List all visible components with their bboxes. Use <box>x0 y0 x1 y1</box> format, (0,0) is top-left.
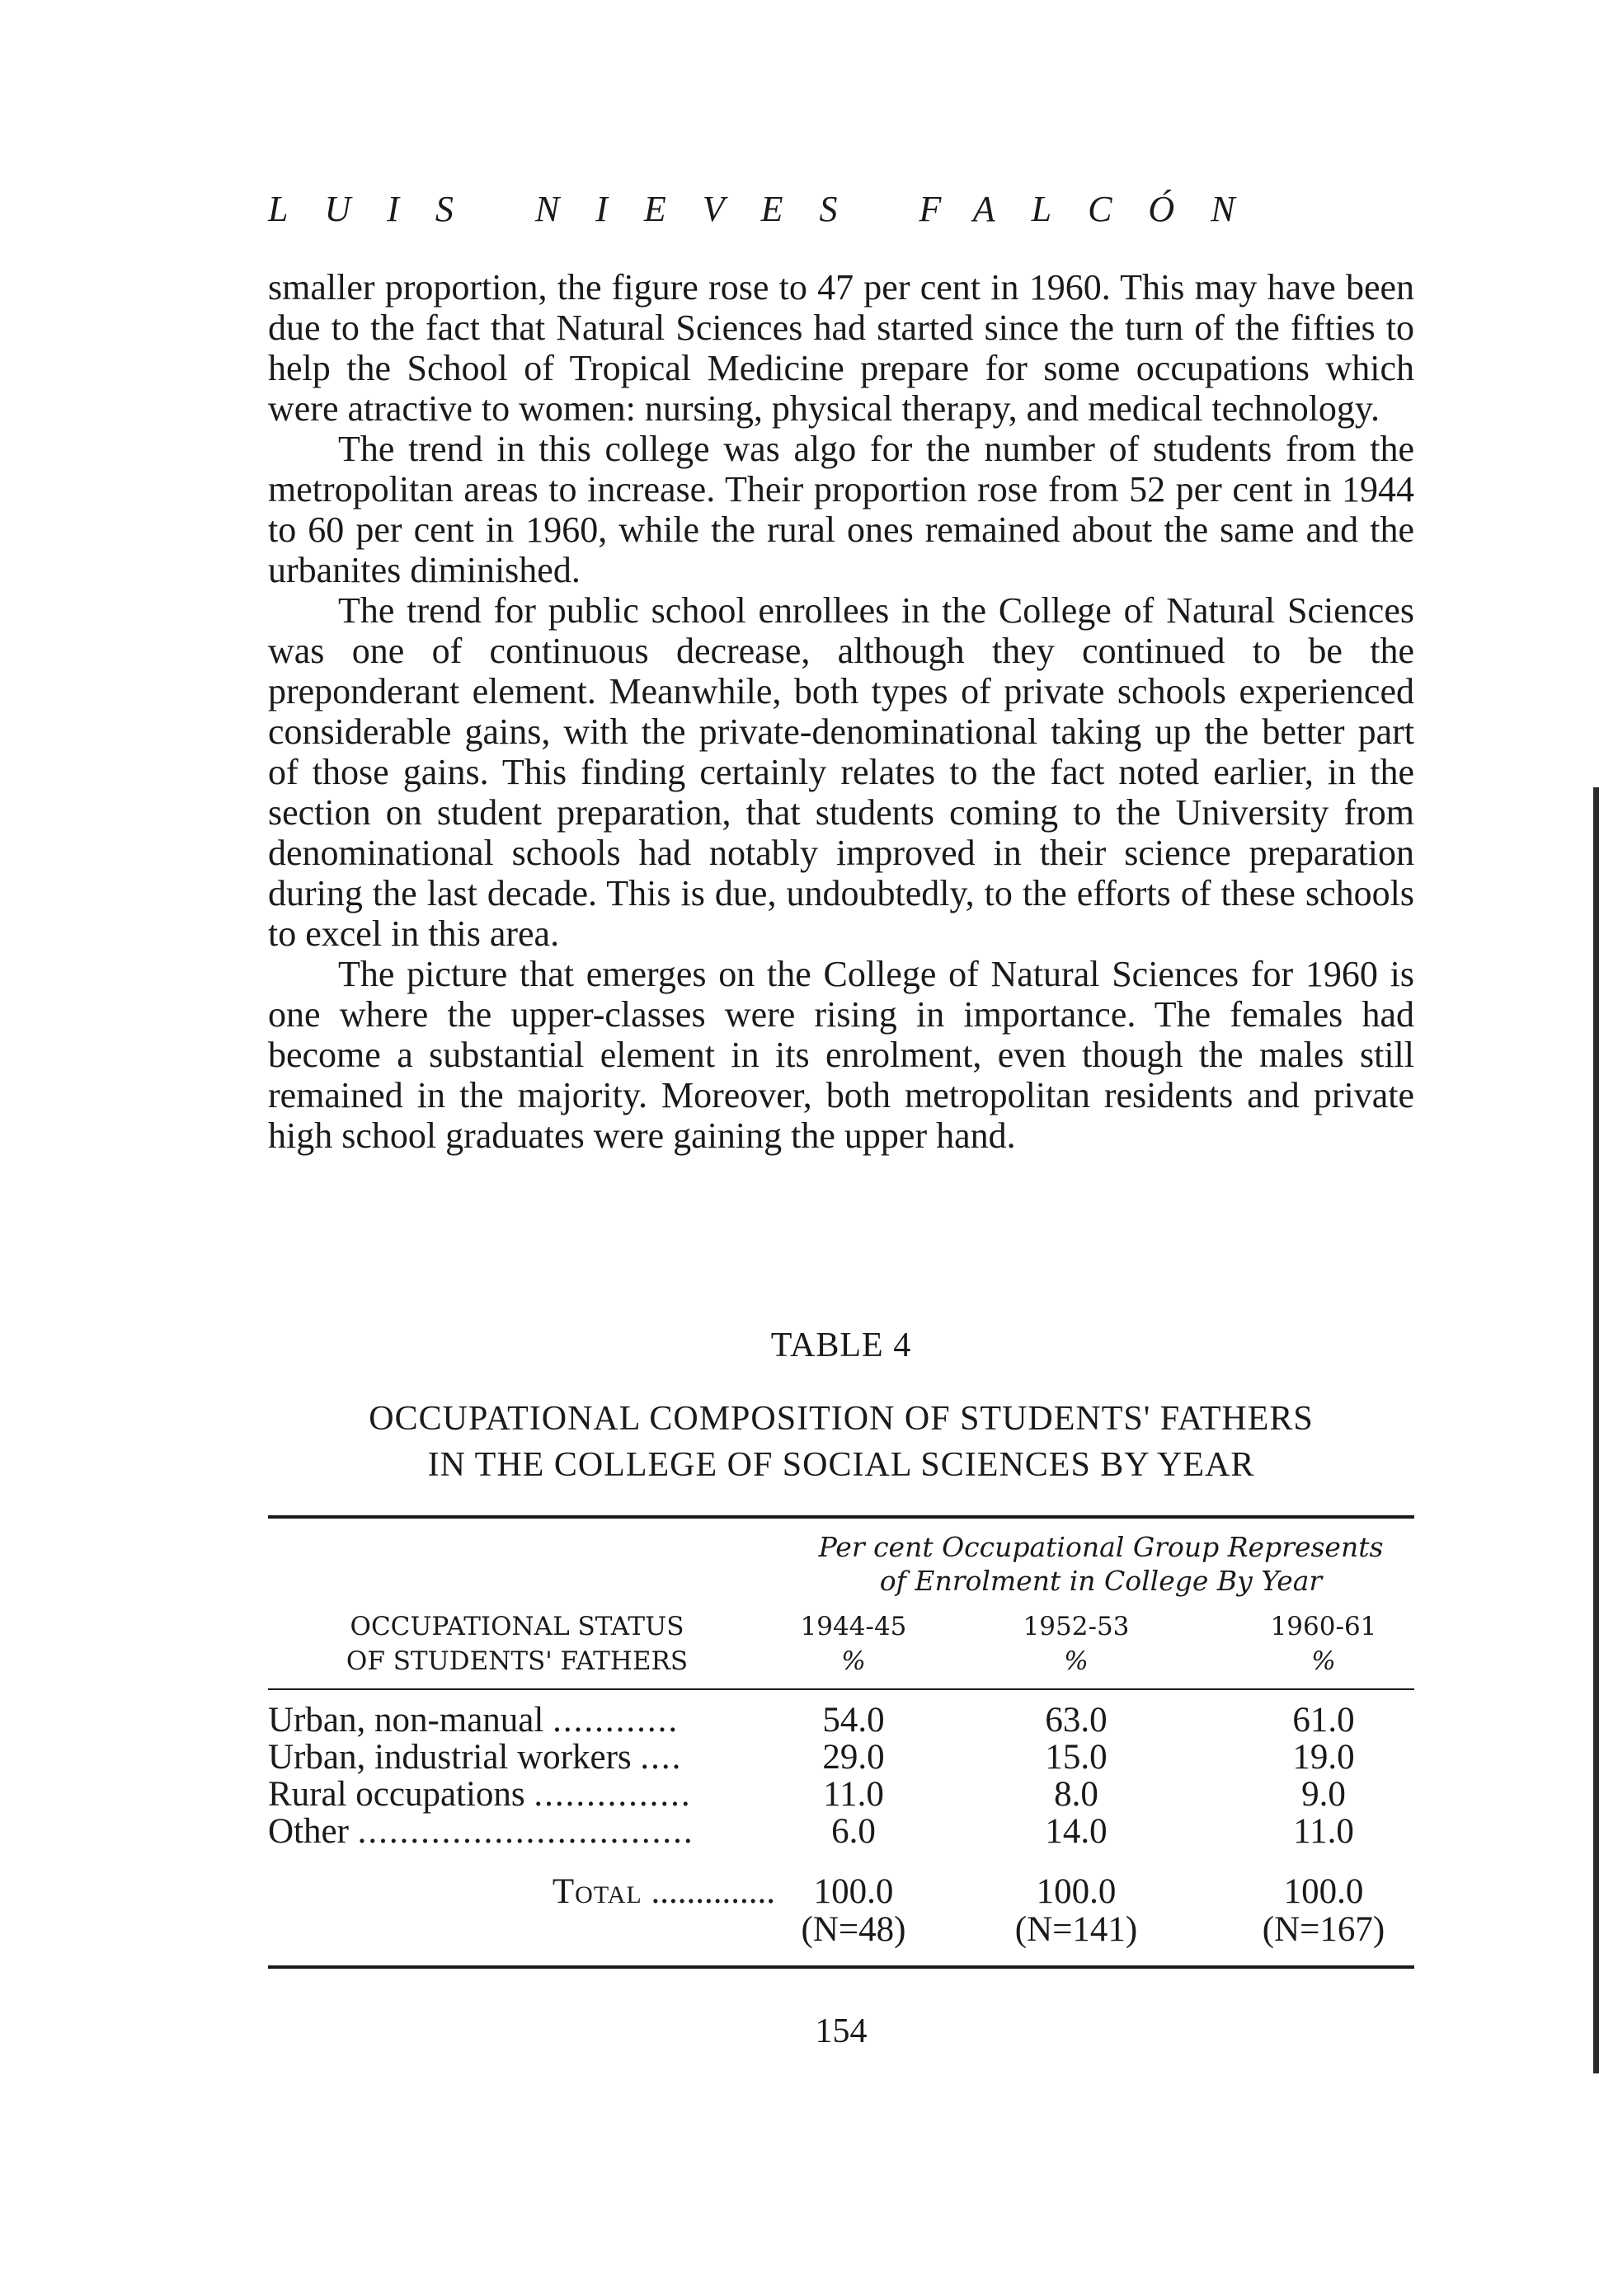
row-label: Rural occupations ............... <box>268 1776 692 1814</box>
total-value: 100.0 <box>813 1872 894 1911</box>
sample-size: (N=141) <box>1014 1910 1138 1949</box>
cell-value: 54.0 <box>822 1701 885 1740</box>
table-top-rule <box>268 1515 1414 1519</box>
cell-value: 63.0 <box>1045 1701 1108 1740</box>
column-unit: % <box>1064 1646 1089 1676</box>
column-header-1960 <box>1241 1609 1406 1679</box>
column-spanner-header <box>788 1530 1414 1598</box>
paragraph: smaller proportion, the figure rose to 47 per cent in 1960. This may have been due to the fact that Natural Sciences had started since the turn of the fifties to help the School of Tropical Medicine prepare for some occupations which were atractive to women: nursing, physical therapy, and medical technology. <box>268 267 1414 429</box>
table-title-line: OCCUPATIONAL COMPOSITION OF STUDENTS' FATHERS <box>369 1400 1314 1438</box>
column-year: 1944-45 <box>800 1612 907 1641</box>
cell-value: 6.0 <box>831 1812 876 1851</box>
cell-value: 9.0 <box>1301 1775 1346 1814</box>
cell-value: 11.0 <box>1293 1812 1354 1851</box>
column-header-1952 <box>994 1609 1159 1679</box>
running-head: LUIS NIEVES FALCÓN <box>268 189 1272 229</box>
cell-value: 15.0 <box>1045 1738 1108 1777</box>
table-title <box>268 1396 1414 1488</box>
paragraph: The trend in this college was algo for the number of students from the metropolitan areas to increase. Their proportion rose from 52 per cent in 1944 to 60 per cent in 1960, while the rural ones remained about the same and the urbanites diminished. <box>268 429 1414 590</box>
table-row <box>268 1739 1414 1777</box>
cell-value: 14.0 <box>1045 1812 1108 1851</box>
cell-value: 61.0 <box>1292 1701 1355 1740</box>
scan-edge-shadow <box>1593 787 1599 2073</box>
sample-size: (N=48) <box>801 1910 906 1949</box>
table-bottom-rule <box>268 1965 1414 1969</box>
cell-value: 19.0 <box>1292 1738 1355 1777</box>
column-unit: % <box>841 1646 866 1676</box>
stub-header-line: OF STUDENTS' FATHERS <box>346 1646 689 1676</box>
cell-value: 11.0 <box>823 1775 884 1814</box>
stub-header <box>268 1609 779 1679</box>
spanner-line: Per cent Occupational Group Represents <box>818 1531 1384 1563</box>
cell-value: 8.0 <box>1054 1775 1098 1814</box>
total-row-label: Total .............. <box>552 1872 775 1911</box>
row-label: Urban, industrial workers .... <box>268 1739 683 1777</box>
total-value: 100.0 <box>1036 1872 1117 1911</box>
table-row <box>268 1702 1414 1740</box>
paragraph: The trend for public school enrollees in the College of Natural Sciences was one of continuous decrease, although they continued to be the preponderant element. Meanwhile, both types of private schools experienced considerable gains, with the private-denominational taking up the better part of those gains. This finding certainly relates to the fact noted earlier, in the section on student preparation, that students coming to the University from denominational schools had notably improved in their science preparation during the last decade. This is due, undoubtedly, to the efforts of these schools to excel in this area. <box>268 590 1414 954</box>
row-label: Urban, non-manual ............ <box>268 1702 680 1740</box>
total-value: 100.0 <box>1283 1872 1364 1911</box>
cell-value: 29.0 <box>822 1738 885 1777</box>
column-year: 1952-53 <box>1023 1612 1130 1641</box>
row-label: Other ................................ <box>268 1813 694 1851</box>
body-text <box>268 267 1414 1156</box>
column-header-1944 <box>771 1609 936 1679</box>
stub-header-line: OCCUPATIONAL STATUS <box>350 1612 684 1641</box>
table-label: TABLE 4 <box>770 1326 912 1364</box>
column-year: 1960-61 <box>1270 1612 1377 1641</box>
table-header-rule <box>268 1688 1414 1690</box>
table-title-line: IN THE COLLEGE OF SOCIAL SCIENCES BY YEAR <box>427 1446 1255 1484</box>
sample-size: (N=167) <box>1262 1910 1385 1949</box>
page-number: 154 <box>815 2012 868 2050</box>
column-unit: % <box>1311 1646 1336 1676</box>
table-row <box>268 1776 1414 1814</box>
paragraph: The picture that emerges on the College of Natural Sciences for 1960 is one where the upper-classes were rising in importance. The females had become a substantial element in its enrolment, even though the males still remained in the majority. Moreover, both metropolitan residents and private high school graduates were gaining the upper hand. <box>268 954 1414 1156</box>
spanner-line: of Enrolment in College By Year <box>879 1565 1323 1597</box>
table-row <box>268 1813 1414 1851</box>
